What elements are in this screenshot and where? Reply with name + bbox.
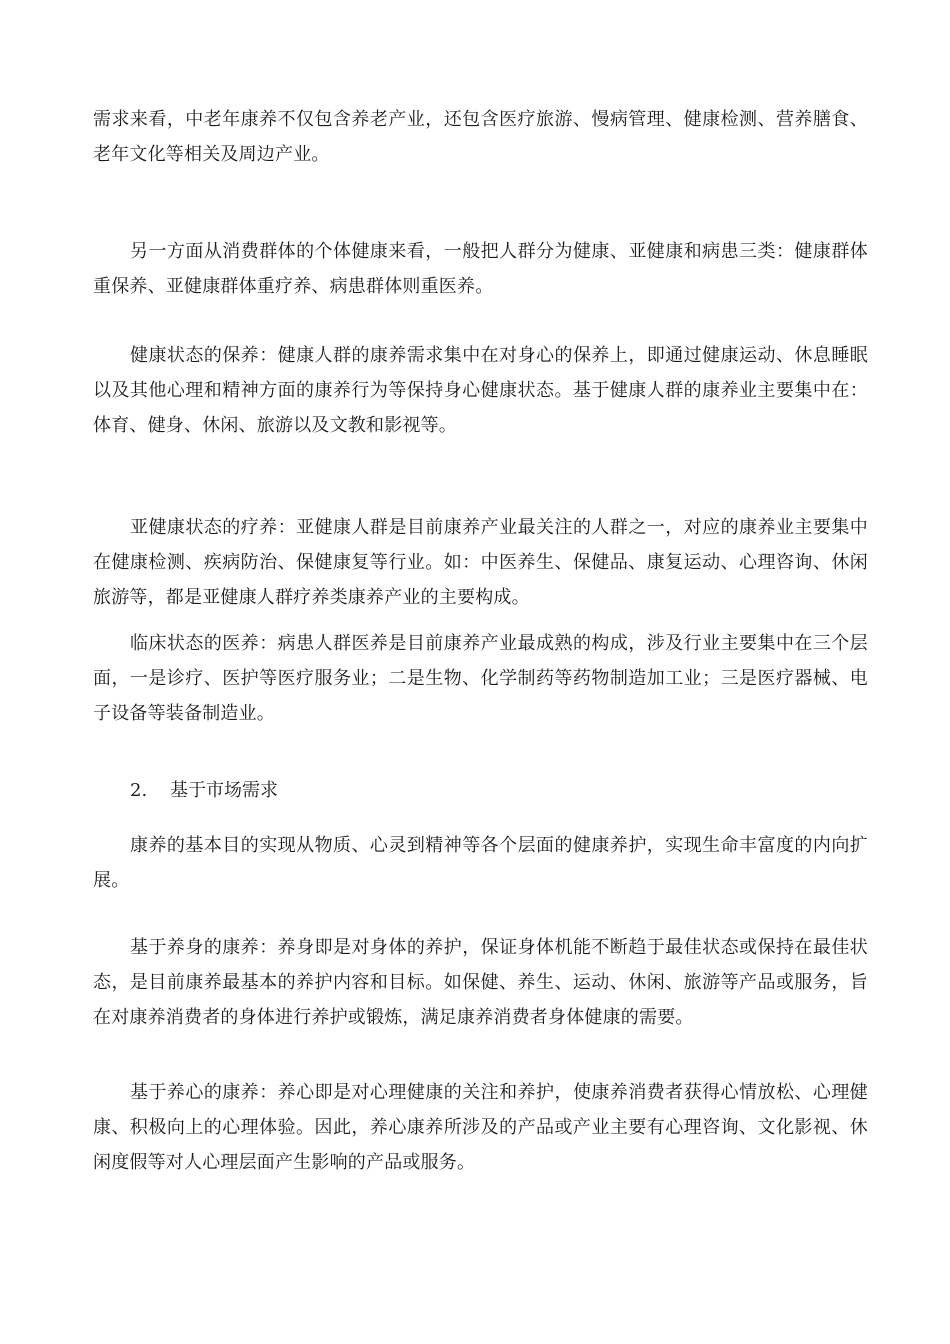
paragraph-population-health-groups: 另一方面从消费群体的个体健康来看，一般把人群分为健康、亚健康和病患三类：健康群体重保养、亚健康群体重疗养、病患群体则重医养。	[93, 241, 868, 297]
paragraph-body-care: 基于养身的康养：养身即是对身体的养护，保证身体机能不断趋于最佳状态或保持在最佳状态，是目前康养最基本的养护内容和目标。如保健、养生、运动、休闲、旅游等产品或服务，旨在对康养消费者的身体进行养护或锻炼，满足康养消费者身体健康的需要。	[93, 937, 868, 1028]
section-number: 2.	[130, 780, 148, 801]
paragraph-mind-care: 基于养心的康养：养心即是对心理健康的关注和养护，使康养消费者获得心情放松、心理健康、积极向上的心理体验。因此，养心康养所涉及的产品或产业主要有心理咨询、文化影视、休闲度假等对人心理层面产生影响的产品或服务。	[93, 1082, 868, 1173]
paragraph-subhealth-recuperation: 亚健康状态的疗养：亚健康人群是目前康养产业最关注的人群之一，对应的康养业主要集中在健康检测、疾病防治、保健康复等行业。如：中医养生、保健品、康复运动、心理咨询、休闲旅游等，都是亚健康人群疗养类康养产业的主要构成。	[93, 517, 868, 608]
paragraph-elderly-care-industries: 需求来看，中老年康养不仅包含养老产业，还包含医疗旅游、慢病管理、健康检测、营养膳食、老年文化等相关及周边产业。	[93, 109, 868, 165]
section-title: 基于市场需求	[170, 780, 278, 801]
paragraph-clinical-medical-care: 临床状态的医养：病患人群医养是目前康养产业最成熟的构成，涉及行业主要集中在三个层面，一是诊疗、医护等医疗服务业；二是生物、化学制药等药物制造加工业；三是医疗器械、电子设备等装备制造业。	[93, 633, 868, 724]
section-heading	[130, 773, 278, 808]
paragraph-healthy-maintenance: 健康状态的保养：健康人群的康养需求集中在对身心的保养上，即通过健康运动、休息睡眠以及其他心理和精神方面的康养行为等保持身心健康状态。基于健康人群的康养业主要集中在：体育、健身、休闲、旅游以及文教和影视等。	[93, 345, 868, 436]
paragraph-basic-purpose: 康养的基本目的实现从物质、心灵到精神等各个层面的健康养护，实现生命丰富度的内向扩展。	[93, 835, 868, 891]
